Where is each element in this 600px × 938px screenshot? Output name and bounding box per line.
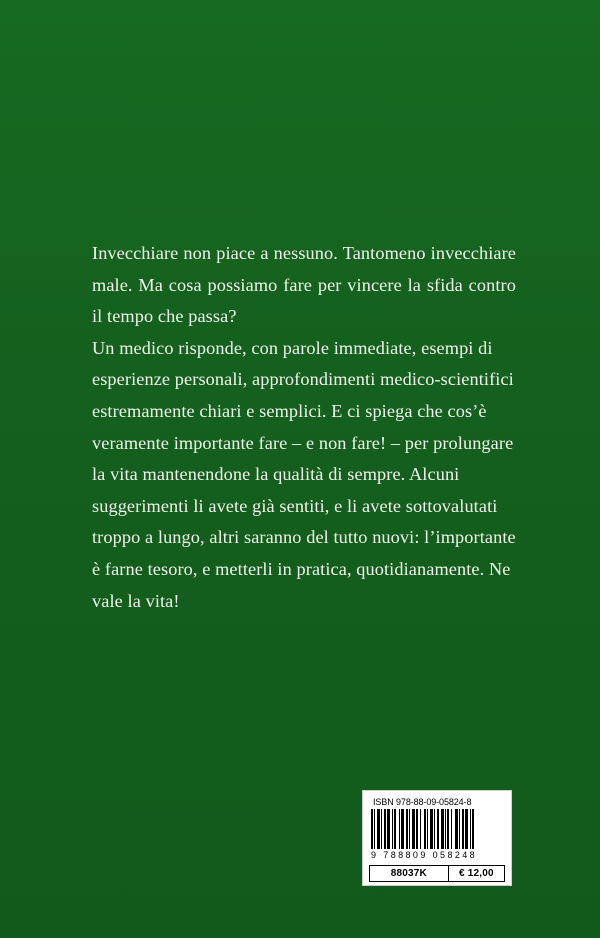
blurb-paragraph-2: Un medico risponde, con parole immediate, esempi di esperienze personali, approfondimenti medico-scientifici estremamente chiari e semplici. E ci spiega che cos’è veramente importante fare – e non fare! – per prolungare la vita mantenendone la qualità di sempre. Alcuni suggerimenti li avete già sentiti, e li avete sottovalutati troppo a lungo, altri saranno del tutto nuovi: l’importante è farne tesoro, e metterli in pratica, quotidianamente. Ne vale la vita! bbox=[92, 337, 516, 611]
barcode-block bbox=[362, 790, 512, 886]
barcode-digits: 9 788809 058248 bbox=[371, 850, 478, 860]
product-code: 88037K bbox=[370, 866, 449, 881]
barcode-bars bbox=[371, 809, 503, 849]
price-value: € 12,00 bbox=[458, 868, 494, 879]
blurb-paragraph-1: Invecchiare non piace a nessuno. Tantomeno invecchiare male. Ma cosa possiamo fare per vincere la sfida contro il tempo che passa? bbox=[92, 243, 516, 327]
blurb-text-block bbox=[92, 238, 516, 617]
isbn-label: ISBN 978-88-09-05824-8 bbox=[373, 797, 472, 807]
price-row bbox=[369, 865, 505, 882]
